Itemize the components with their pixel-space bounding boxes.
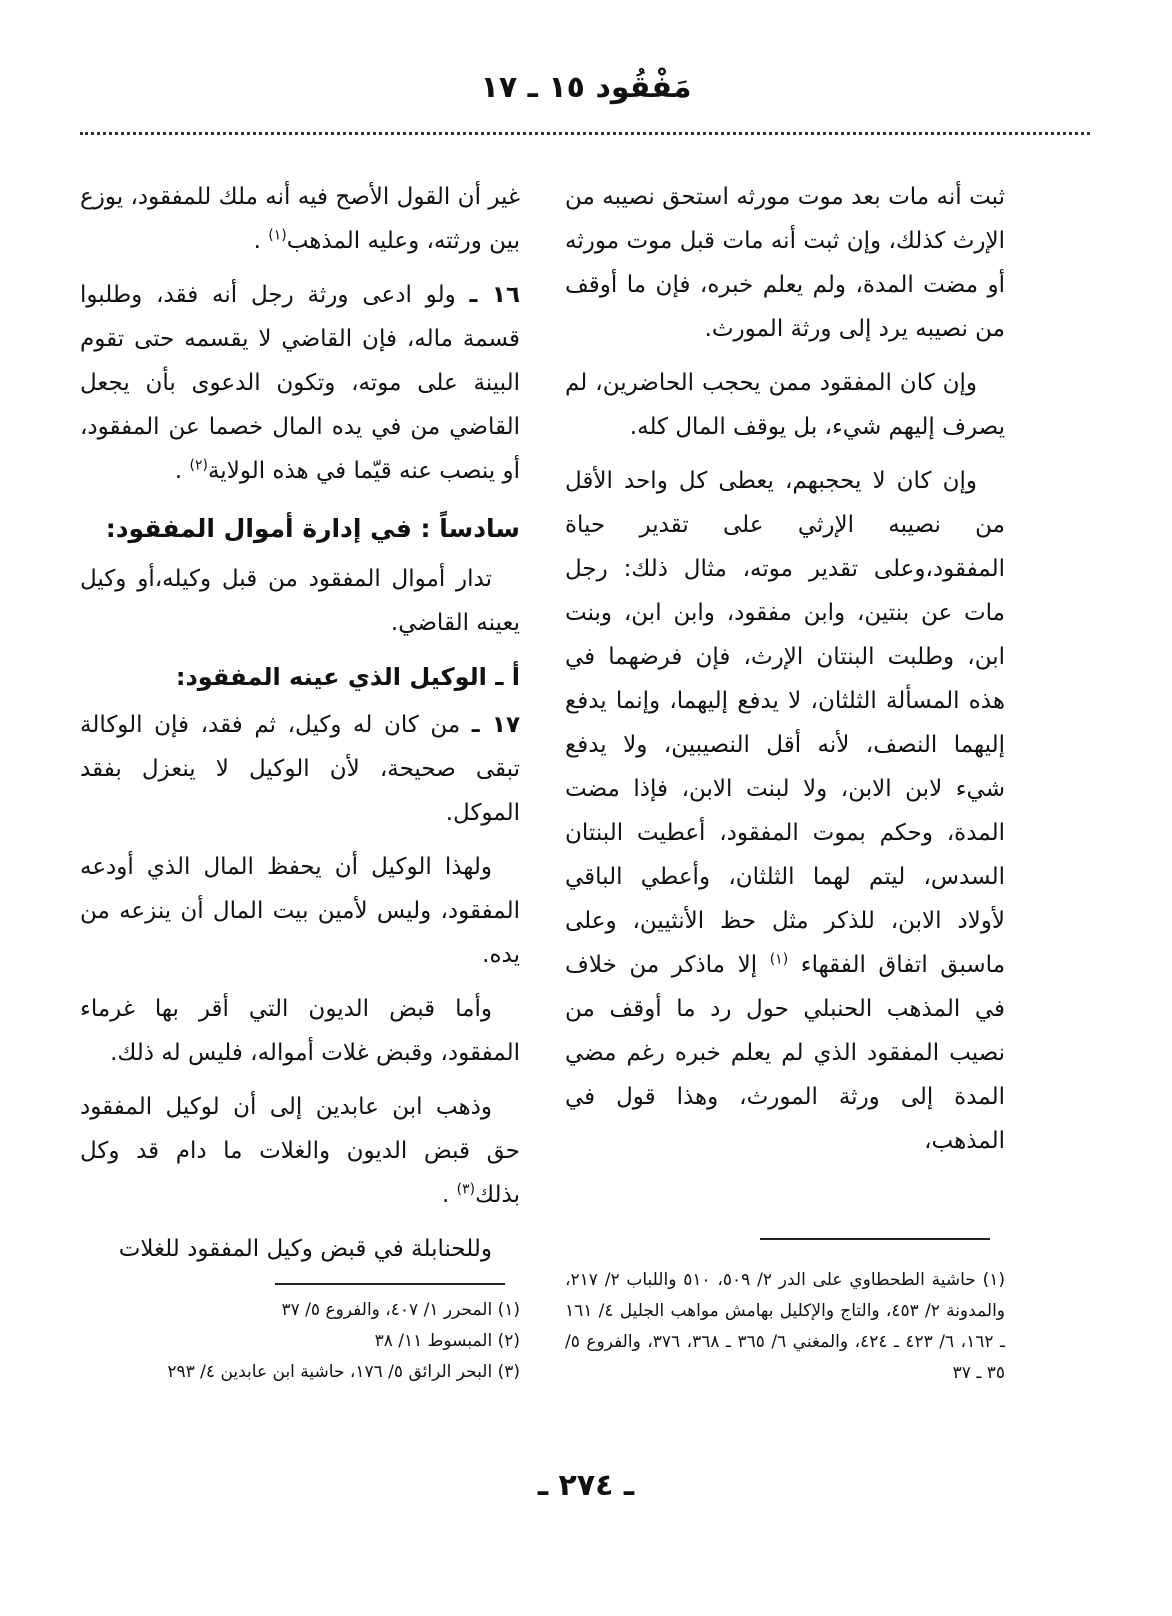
footnote: (٢) المبسوط ١١/ ٣٨	[374, 1331, 520, 1351]
paragraph: وأما قبض الديون التي أقر بها غرماء المفقود، وقبض غلات أمواله، فليس له ذلك.	[80, 996, 520, 1066]
footnote-ref: (٢)	[189, 457, 208, 474]
header-divider	[80, 132, 1090, 135]
footnote: (٣) البحر الرائق ٥/ ١٧٦، حاشية ابن عابدين ٤/ ٢٩٣	[167, 1362, 520, 1382]
paragraph	[565, 459, 1005, 1163]
footnote-ref: (١)	[769, 951, 789, 968]
footnote-divider	[760, 1238, 990, 1240]
footnotes-left	[80, 1295, 520, 1388]
paragraph-text: من كان له وكيل، ثم فقد، فإن الوكالة تبقى صحيحة، لأن الوكيل لا ينعزل بفقد الموكل.	[80, 712, 520, 826]
paragraph: وللحنابلة في قبض وكيل المفقود للغلات	[118, 1236, 492, 1262]
paragraph: ثبت أنه مات بعد موت مورثه استحق نصيبه من الإرث كذلك، وإن ثبت أنه مات قبل موت مورثه أو مضت المدة، ولم يعلم خبره، فإن ما أوقف من نصيبه يرد إلى ورثة المورث.	[565, 184, 1005, 342]
item-number: ١٦ ـ	[469, 282, 520, 308]
footnote-ref: (١)	[268, 227, 287, 244]
paragraph-text: غير أن القول الأصح فيه أنه ملك للمفقود، يوزع بين ورثته، وعليه المذهب	[80, 184, 520, 254]
paragraph: وإن كان المفقود ممن يحجب الحاضرين، لم يصرف إليهم شيء، بل يوقف المال كله.	[565, 370, 1005, 440]
footnote-divider	[275, 1283, 505, 1285]
paragraph-text: وإن كان لا يحجبهم، يعطى كل واحد الأقل من نصيبه الإرثي على تقدير حياة المفقود،وعلى تقدير موته، مثال ذلك: رجل مات عن بنتين، وابن مفقود، وابن ابن، وبنت ابن، وطلبت البنتان الإرث، فإن فرضهما في هذه المسألة الثلثان، لا يدفع إليهما، وإنما يدفع إليهما النصف، لأنه أقل النصيبين، ولا يدفع شيء لابن الابن، ولا لبنت الابن، فإذا مضت المدة، وحكم بموت المفقود، أعطيت البنتان السدس، ليتم لهما الثلثان، وأعطي الباقي لأولاد الابن، للذكر مثل حظ الأنثيين، وعلى ماسبق اتفاق الفقهاء	[565, 468, 1006, 978]
section-heading: سادساً : في إدارة أموال المفقود:	[105, 514, 520, 543]
paragraph: تدار أموال المفقود من قبل وكيله،أو وكيل يعينه القاضي.	[80, 566, 520, 636]
footnote: (١) المحرر ١/ ٤٠٧، والفروع ٥/ ٣٧	[281, 1300, 520, 1320]
paragraph-text: وذهب ابن عابدين إلى أن لوكيل المفقود حق قبض الديون والغلات ما دام قد وكل بذلك	[80, 1094, 520, 1208]
paragraph: ١٦ ـ ولو ادعى ورثة رجل أنه فقد، وطلبوا قسمة ماله، فإن القاضي لا يقسمه حتى تقوم البينة على موته، وتكون الدعوى بأن يجعل القاضي من في يده المال خصما عن المفقود، أو ينصب عنه قيّما في هذه الولاية$^{(٢)}$ .	[80, 282, 520, 484]
footnote: (١) حاشية الطحطاوي على الدر ٢/ ٥٠٩، ٥١٠ واللباب ٢/ ٢١٧، والمدونة ٢/ ٤٥٣، والتاج والإكليل بهامش مواهب الجليل ٤/ ١٦١ ـ ١٦٢، ٦/ ٤٢٣ ـ ٤٢٤، والمغني ٦/ ٣٦٥ ـ ٣٦٨، ٣٧٦، والفروع ٥/ ٣٥ ـ ٣٧	[565, 1270, 1005, 1383]
sub-heading: أ ـ الوكيل الذي عينه المفقود:	[175, 663, 520, 691]
page-number: ـ ٢٧٤ ـ	[537, 1468, 635, 1503]
paragraph: غير أن القول الأصح فيه أنه ملك للمفقود، يوزع بين ورثته، وعليه المذهب$^{(١)}$ .	[80, 184, 520, 254]
paragraph: وذهب ابن عابدين إلى أن لوكيل المفقود حق قبض الديون والغلات ما دام قد وكل بذلك$^{(٣)}$ .	[80, 1094, 520, 1208]
footnotes-right	[565, 1265, 1005, 1389]
paragraph-text: إلا ماذكر من خلاف في المذهب الحنبلي حول رد ما أوقف من نصيب المفقود الذي لم يعلم خبره رغم مضي المدة إلى ورثة المورث، وهذا قول في المذهب،	[565, 952, 1005, 1154]
paragraph-text: ولو ادعى ورثة رجل أنه فقد، وطلبوا قسمة ماله، فإن القاضي لا يقسمه حتى تقوم البينة على موته، وتكون الدعوى بأن يجعل القاضي من في يده المال خصما عن المفقود، أو ينصب عنه قيّما في هذه الولاية	[80, 282, 520, 484]
left-column	[80, 175, 520, 1281]
footnote-ref: (٣)	[456, 1181, 476, 1198]
item-number: ١٧ ـ	[471, 712, 520, 738]
right-column	[565, 175, 1005, 1173]
paragraph: ولهذا الوكيل أن يحفظ المال الذي أودعه المفقود، وليس لأمين بيت المال أن ينزعه من يده.	[80, 854, 520, 968]
paragraph	[80, 703, 520, 835]
running-header: مَفْقُود ١٥ ـ ١٧	[480, 70, 692, 105]
